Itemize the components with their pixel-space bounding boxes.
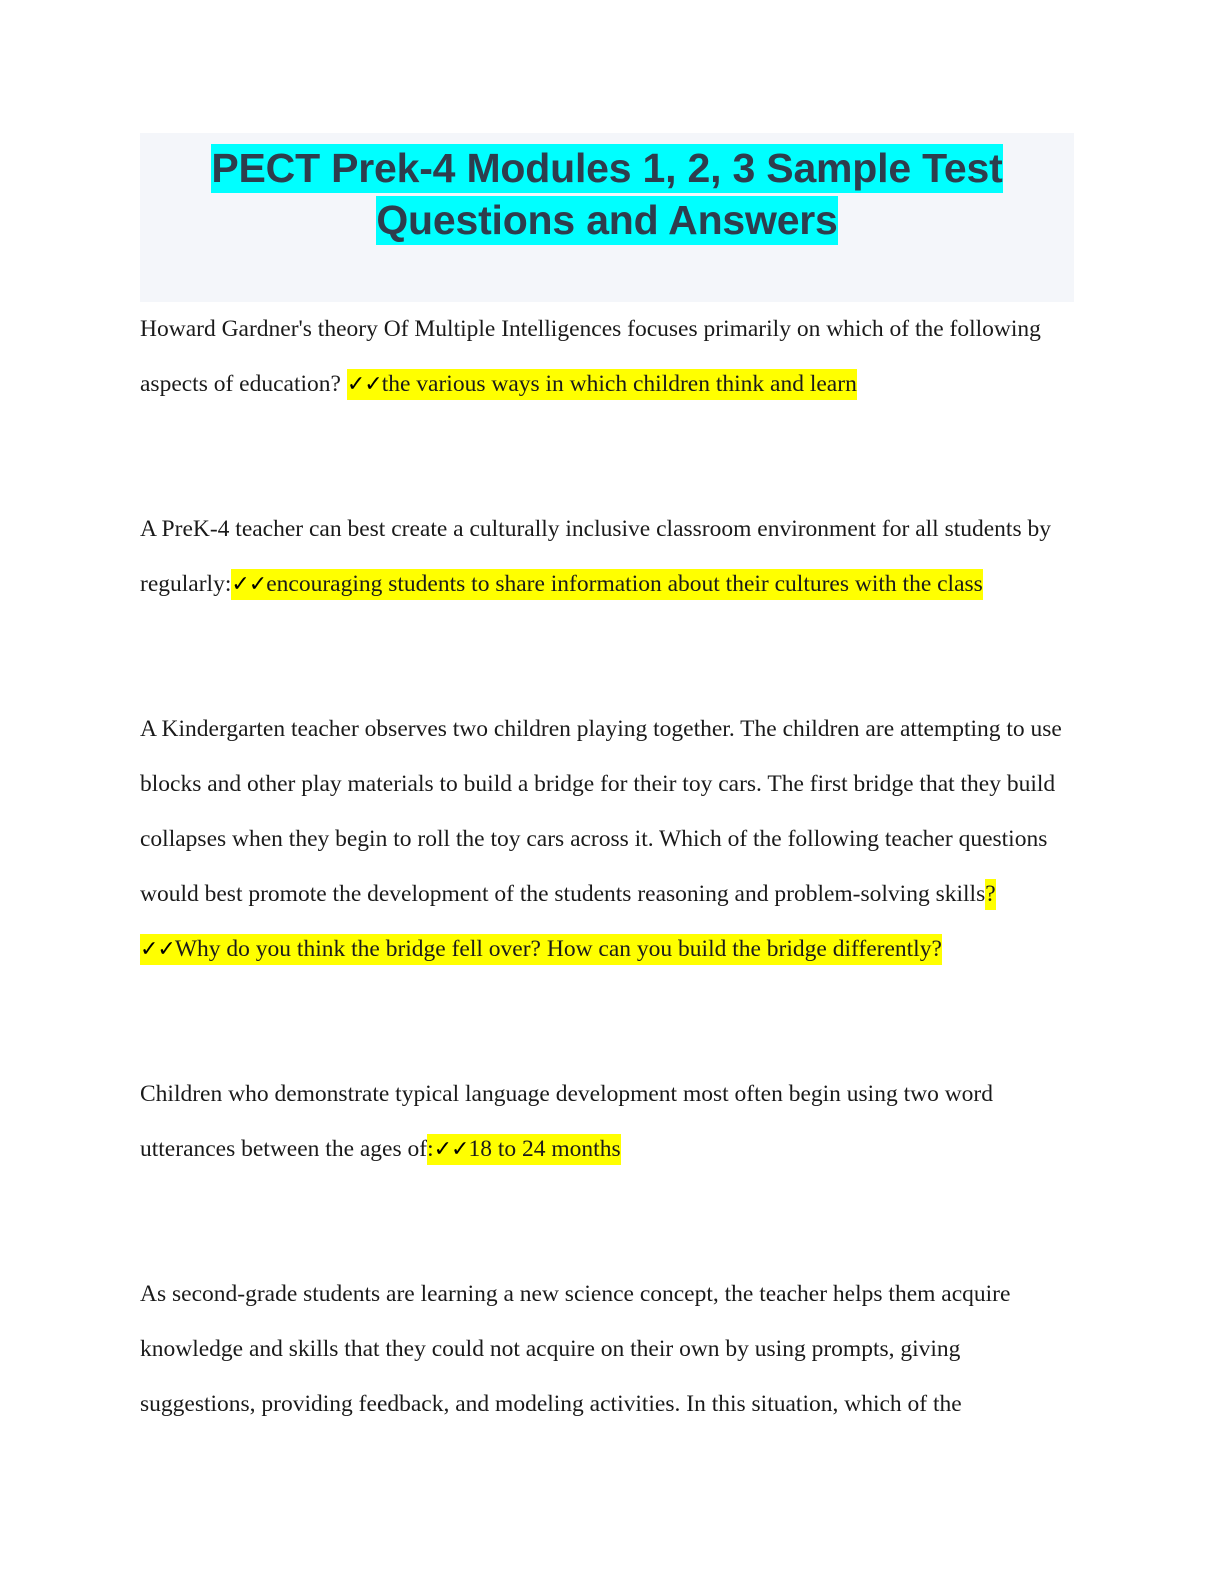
answer-prefix-3: ? <box>985 881 996 907</box>
question-text-4: Children who demonstrate typical language development most often begin using two word utterances between the ages of <box>140 1081 993 1162</box>
answer-text-4: 18 to 24 months <box>468 1136 621 1162</box>
answer-highlight-4 <box>427 1134 621 1165</box>
qa-item-1 <box>140 302 1070 412</box>
page-title-line-1: PECT Prek-4 Modules 1, 2, 3 Sample Test <box>211 145 1003 191</box>
qa-item-2 <box>140 502 1070 612</box>
question-text-2: A PreK-4 teacher can best create a culturally inclusive classroom environment for all students by regularly: <box>140 516 1051 597</box>
answer-highlight-2 <box>231 569 982 600</box>
check-marks-icon: ✓✓ <box>346 372 382 397</box>
question-text-5: As second-grade students are learning a new science concept, the teacher helps them acquire knowledge and skills that they could not acquire on their own by using prompts, giving suggestions, providing feedback, and modeling activities. In this situation, which of the <box>140 1281 1011 1417</box>
question-answer-list <box>140 302 1070 1432</box>
answer-prefix-4: : <box>427 1136 434 1162</box>
qa-item-3 <box>140 702 1070 977</box>
page-title-line-2: Questions and Answers <box>376 197 838 243</box>
answer-text-1: the various ways in which children think and learn <box>381 371 857 397</box>
check-marks-icon: ✓✓ <box>140 937 175 962</box>
question-text-1: Howard Gardner's theory Of Multiple Intelligences focuses primarily on which of the following aspects of education? <box>140 316 1041 397</box>
title-banner <box>140 133 1074 302</box>
qa-item-4 <box>140 1067 1070 1177</box>
answer-text-2: encouraging students to share information about their cultures with the class <box>266 571 983 597</box>
check-marks-icon: ✓✓ <box>231 572 267 597</box>
page-title <box>140 133 1074 246</box>
answer-highlight-1 <box>347 369 857 400</box>
qa-item-5 <box>140 1267 1070 1432</box>
answer-text-3: Why do you think the bridge fell over? How can you build the bridge differently? <box>174 936 942 962</box>
check-marks-icon: ✓✓ <box>433 1137 469 1162</box>
question-text-3: A Kindergarten teacher observes two children playing together. The children are attempting to use blocks and other play materials to build a bridge for their toy cars. The first bridge that they build collapses when they begin to roll the toy cars across it. Which of the following teacher questions would best promote the development of the students reasoning and problem-solving skills <box>140 716 1062 907</box>
